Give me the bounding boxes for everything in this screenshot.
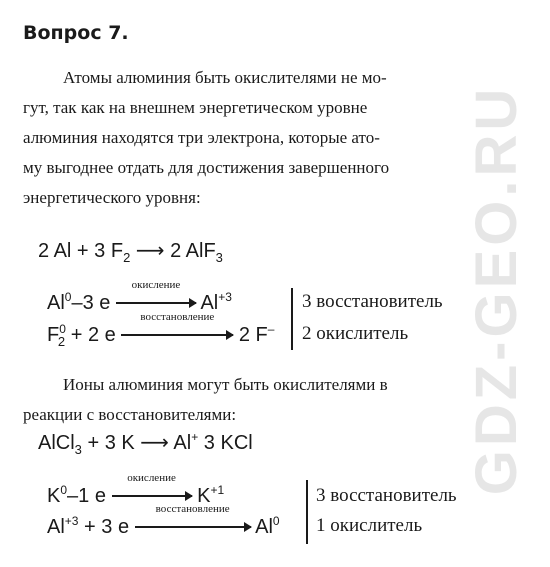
balance-2-line-2: $Al^{+3} + 3$ e восстановление Al$^0$ (47, 503, 280, 538)
equation-2: AlCl$_3$ + 3 K ⟶ Al+ 3 KCl (38, 430, 253, 457)
role-2-reducer: 3 восстановитель (316, 485, 457, 506)
intro-line-4: му выгоднее отдать для достижения завершенного (23, 158, 390, 177)
intro-line-3: алюминия находятся три электрона, которые ато- (23, 128, 380, 147)
watermark-logo (464, 20, 542, 560)
middle-line-1: Ионы алюминия могут быть окислителями в (63, 375, 388, 394)
intro-line-2: гут, так как на внешнем энергетическом уровне (23, 98, 368, 117)
bracket-line-2 (306, 480, 308, 544)
role-1-reducer: 3 восстановитель (302, 291, 443, 312)
question-heading: Вопрос 7. (23, 22, 129, 44)
balance-1-line-1: Al$^0$–3 e окисление $Al^{+3}$ (47, 279, 232, 314)
balance-1-line-2: $F^0_2 + 2$ e восстановление 2 F– (47, 311, 275, 349)
middle-line-2: реакции с восстановителями: (23, 405, 237, 424)
equation-1: 2 Al + 3 $F_2$ ⟶ 2 AlF$_3$ (38, 240, 223, 265)
role-2-oxidizer: 1 окислитель (316, 515, 423, 536)
intro-line-1: Атомы алюминия быть окислителями не мо- (63, 68, 387, 87)
intro-line-5: энергетического уровня: (23, 188, 201, 207)
svg-text:GDZ-GEO.RU: GDZ-GEO.RU (464, 84, 529, 496)
role-1-oxidizer: 2 окислитель (302, 323, 409, 344)
bracket-line-1 (291, 288, 293, 350)
balance-2-line-1: $K^0-1$ e окисление $K^{+1}$ (47, 472, 225, 507)
